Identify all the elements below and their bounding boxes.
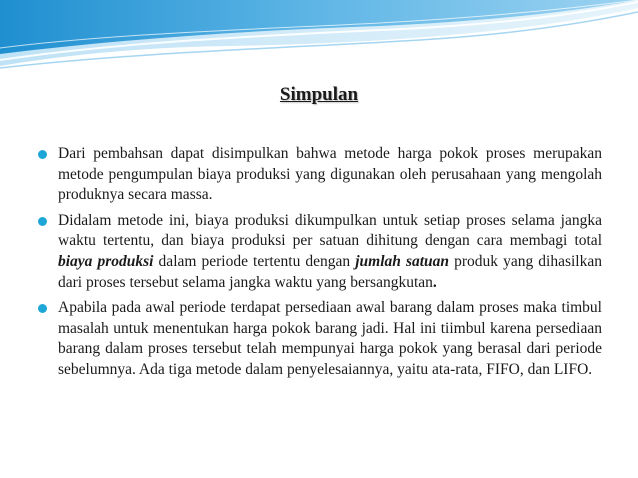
- bullet-dot-icon: [38, 150, 47, 159]
- slide-title: Simpulan: [279, 84, 359, 105]
- bullet-text-1: Dari pembahsan dapat disimpulkan bahwa metode harga pokok proses merupakan metode pengumpulan biaya produksi yang digunakan oleh perusahaan yang mengolah produknya secara massa.: [58, 145, 602, 204]
- emphasis-jumlah-satuan: jumlah satuan: [355, 252, 450, 270]
- bullet-text-2: [58, 211, 602, 293]
- bullet-point-3: [38, 298, 602, 380]
- text-part: dalam periode tertentu dengan: [153, 252, 356, 270]
- bullet-dot-icon: [38, 217, 47, 226]
- bullet-dot-icon: [38, 304, 47, 313]
- emphasis-biaya-produksi: biaya produksi: [58, 252, 154, 270]
- slide-content: [38, 144, 602, 386]
- header-wave-decoration: [0, 0, 638, 80]
- sentence-end: .: [432, 273, 437, 291]
- bullet-point-2: [38, 211, 602, 293]
- bullet-text-3: Apabila pada awal periode terdapat persediaan awal barang dalam proses maka timbul masalah untuk menentukan harga pokok barang jadi. Hal ini tiimbul karena persediaan barang dalam proses tersebut telah mempunyai harga pokok yang berasal dari periode sebelumnya. Ada tiga metode dalam penyelesaiannya, yaitu ata-rata, FIFO, dan LIFO.: [58, 299, 602, 378]
- text-part: produk yang dihasilkan dari proses tersebut selama jangka waktu yang bersangkutan: [58, 252, 602, 291]
- text-part: Didalam metode ini, biaya produksi dikumpulkan untuk setiap proses selama jangka waktu tertentu, dan biaya produksi per satuan dihitung dengan cara membagi total: [58, 211, 602, 250]
- bullet-point-1: [38, 144, 602, 206]
